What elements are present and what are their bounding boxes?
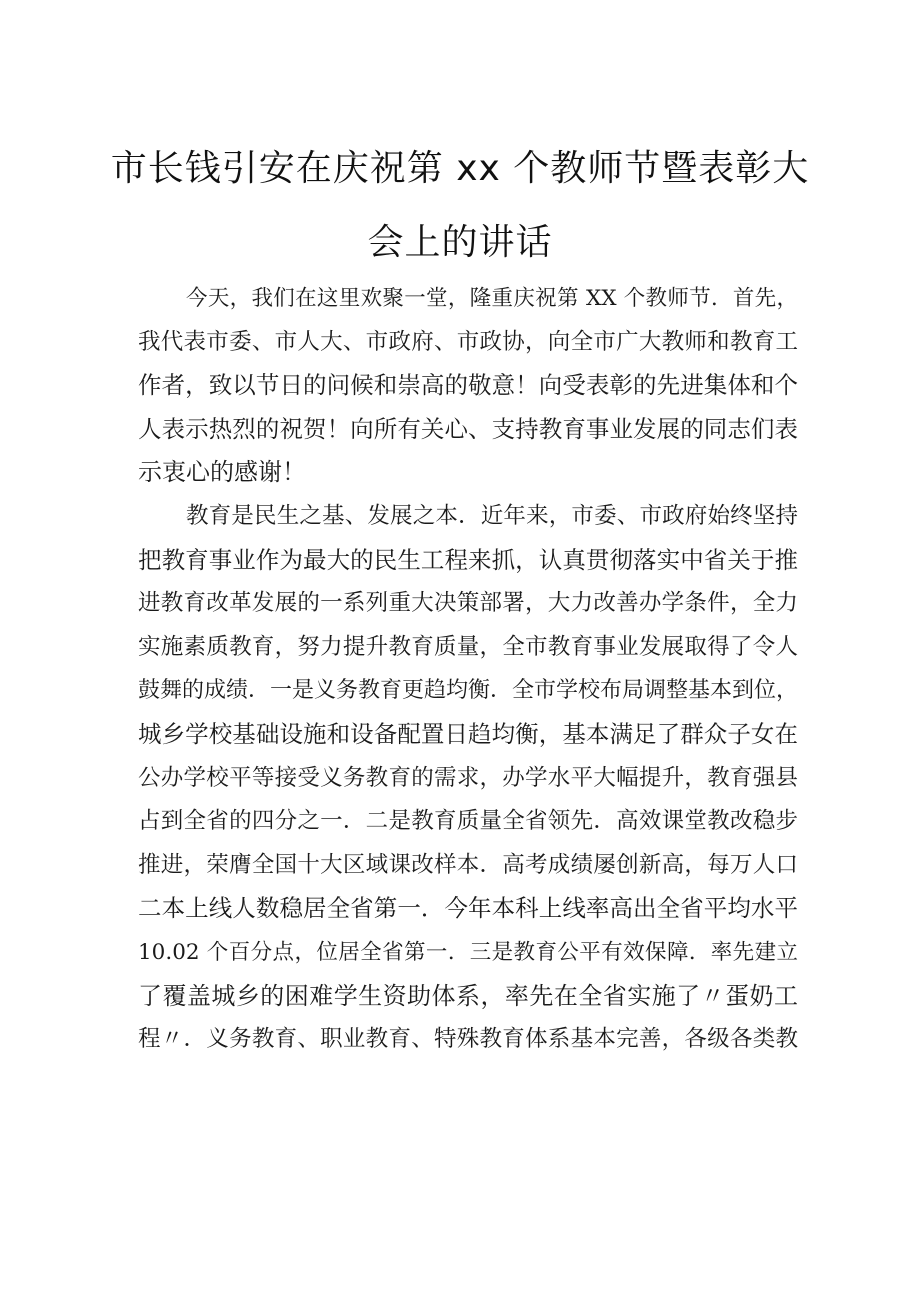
paragraph-line: 城乡学校基础设施和设备配置日趋均衡，基本满足了群众子女在 — [138, 719, 798, 748]
paragraph-line: 鼓舞的成绩．一是义务教育更趋均衡．全市学校布局调整基本到位， — [138, 678, 799, 704]
paragraph-line: 我代表市委、市人大、市政府、市政协，向全市广大教师和教育工 — [138, 328, 798, 355]
paragraph-line: 推进，荣膺全国十大区域课改样本．高考成绩屡创新高，每万人口 — [138, 851, 798, 878]
paragraph-line: 把教育事业作为最大的民生工程来抓，认真贯彻落实中省关于推 — [138, 545, 798, 574]
document-body — [138, 277, 798, 1062]
document-title-line-1: 市长钱引安在庆祝第 xx 个教师节暨表彰大 — [110, 148, 810, 189]
paragraph-2 — [138, 495, 798, 1062]
paragraph-1 — [138, 277, 798, 495]
paragraph-line: 二本上线人数稳居全省第一．今年本科上线率高出全省平均水平 — [138, 894, 798, 923]
paragraph-line: 今天，我们在这里欢聚一堂，隆重庆祝第 XX 个教师节．首先， — [186, 286, 798, 311]
paragraph-line: 人表示热烈的祝贺！向所有关心、支持教育事业发展的同志们表 — [138, 414, 798, 443]
paragraph-line: 进教育改革发展的一系列重大决策部署，大力改善办学条件，全力 — [138, 590, 798, 617]
paragraph-line: 作者，致以节日的问候和崇高的敬意！向受表彰的先进集体和个 — [138, 371, 798, 400]
paragraph-line: 程〃．义务教育、职业教育、特殊教育体系基本完善，各级各类教 — [138, 1026, 798, 1053]
paragraph-line: 示衷心的感谢！ — [138, 458, 306, 487]
paragraph-line: 了覆盖城乡的困难学生资助体系，率先在全省实施了〃蛋奶工 — [138, 981, 798, 1010]
document-title-line-2: 会上的讲话 — [367, 222, 553, 263]
paragraph-line: 10.02 个百分点，位居全省第一．三是教育公平有效保障．率先建立 — [138, 939, 798, 965]
paragraph-line: 占到全省的四分之一．二是教育质量全省领先．高效课堂教改稳步 — [138, 808, 798, 835]
paragraph-line: 公办学校平等接受义务教育的需求，办学水平大幅提升，教育强县 — [138, 764, 798, 791]
paragraph-line: 教育是民生之基、发展之本．近年来，市委、市政府始终坚持 — [186, 502, 798, 529]
paragraph-line: 实施素质教育，努力提升教育质量，全市教育事业发展取得了令人 — [138, 633, 798, 660]
